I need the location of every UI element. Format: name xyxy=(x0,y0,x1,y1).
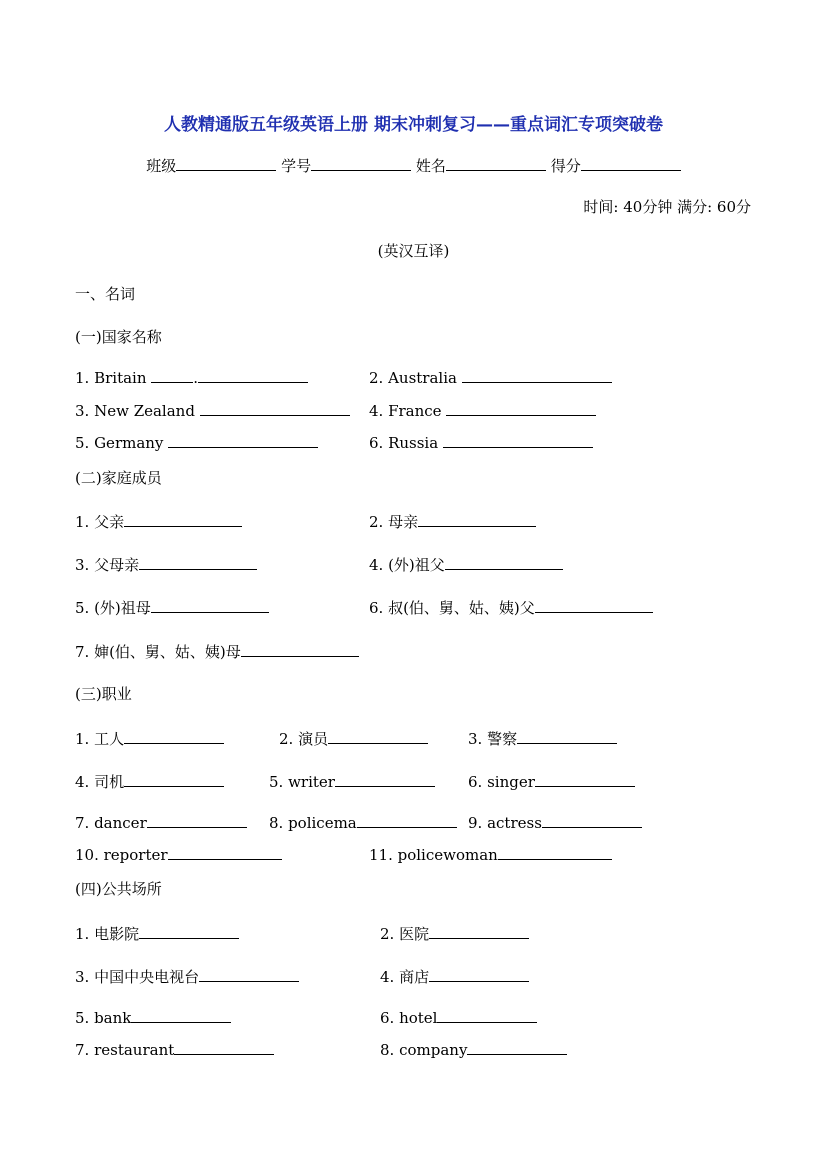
section-heading: 一、名词 xyxy=(75,285,136,303)
list-item: 5. (外)祖母 xyxy=(75,598,269,617)
list-item: 4. 司机 xyxy=(75,772,224,791)
list-item: 6. singer xyxy=(468,772,635,791)
list-item: 3. 父母亲 xyxy=(75,555,257,574)
list-item: 3. 中国中央电视台 xyxy=(75,967,299,986)
subtitle: (英汉互译) xyxy=(377,242,450,260)
list-item: 7. dancer xyxy=(75,813,247,832)
list-item: 2. 演员 xyxy=(279,729,428,748)
list-item: 5. writer xyxy=(269,772,435,791)
group-heading: (一)国家名称 xyxy=(75,328,162,346)
list-item: 6. hotel xyxy=(380,1008,537,1027)
list-item: 1. 父亲 xyxy=(75,512,242,531)
list-item: 5. bank xyxy=(75,1008,231,1027)
list-item: 7. restaurant xyxy=(75,1040,274,1059)
score-label: 得分 xyxy=(550,157,581,175)
list-item: 5. Germany xyxy=(75,433,318,452)
list-item: 4. (外)祖父 xyxy=(369,555,563,574)
list-item: 10. reporter xyxy=(75,845,282,864)
group-heading: (四)公共场所 xyxy=(75,880,162,898)
time-score: 时间: 40分钟 满分: 60分 xyxy=(583,198,751,216)
list-item: 9. actress xyxy=(468,813,642,832)
list-item: 2. Australia xyxy=(369,368,612,387)
student-info-row xyxy=(0,155,827,176)
list-item: 2. 医院 xyxy=(380,924,529,943)
list-item: 2. 母亲 xyxy=(369,512,536,531)
list-item: 1. Britain . xyxy=(75,368,308,387)
page-title: 人教精通版五年级英语上册 期末冲刺复习——重点词汇专项突破卷 xyxy=(164,115,663,135)
list-item: 6. 叔(伯、舅、姑、姨)父 xyxy=(369,598,653,617)
list-item: 6. Russia xyxy=(369,433,593,452)
list-item: 4. 商店 xyxy=(380,967,529,986)
group-heading: (三)职业 xyxy=(75,685,132,703)
list-item: 1. 电影院 xyxy=(75,924,239,943)
list-item: 11. policewoman xyxy=(369,845,612,864)
list-item: 1. 工人 xyxy=(75,729,224,748)
list-item: 8. policema xyxy=(269,813,457,832)
list-item: 3. 警察 xyxy=(468,729,617,748)
student-number-blank[interactable] xyxy=(311,156,411,171)
list-item: 4. France xyxy=(369,401,596,420)
class-blank[interactable] xyxy=(176,156,276,171)
list-item: 7. 婶(伯、舅、姑、姨)母 xyxy=(75,642,359,661)
class-label: 班级 xyxy=(146,157,177,175)
name-blank[interactable] xyxy=(446,156,546,171)
list-item: 8. company xyxy=(380,1040,567,1059)
group-heading: (二)家庭成员 xyxy=(75,469,162,487)
student-number-label: 学号 xyxy=(281,157,312,175)
name-label: 姓名 xyxy=(415,157,446,175)
list-item: 3. New Zealand xyxy=(75,401,350,420)
score-blank[interactable] xyxy=(581,156,681,171)
